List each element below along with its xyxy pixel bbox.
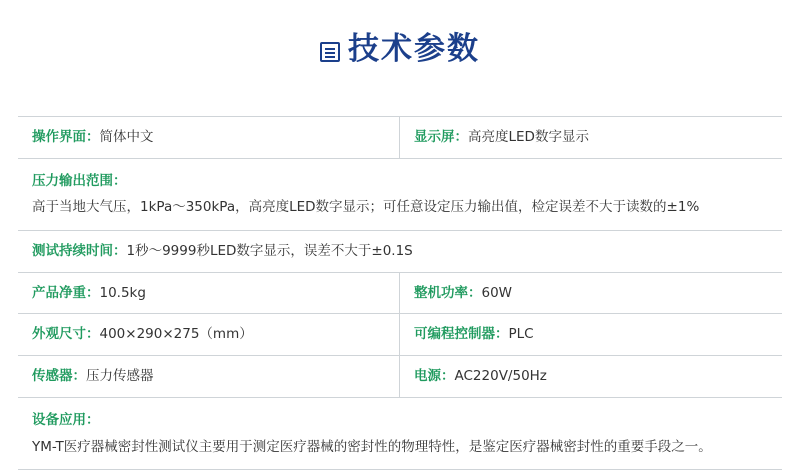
page-title-text: 技术参数: [348, 31, 480, 67]
spec-label: 显示屏：: [414, 129, 468, 145]
spec-label: 电源：: [414, 368, 455, 385]
spec-cell: [18, 398, 782, 469]
spec-cell: [18, 231, 782, 272]
spec-value: 10.5kg: [99, 284, 146, 301]
spec-label: 可编程控制器：: [414, 326, 509, 343]
table-row: [18, 231, 782, 273]
spec-cell: [400, 314, 782, 355]
spec-value: 1秒～9999秒LED数字显示，误差不大于±0.1S: [126, 242, 413, 259]
table-row: [18, 356, 782, 398]
spec-value: 高于当地大气压，1kPa～350kPa，高亮度LED数字显示；可任意设定压力输出值，检定误差不大于读数的±1%: [32, 199, 700, 216]
spec-label: 操作界面：: [32, 129, 100, 145]
spec-table: [18, 116, 782, 470]
spec-value: 简体中文: [99, 129, 154, 145]
spec-cell: [18, 273, 400, 314]
spec-value: 压力传感器: [86, 368, 154, 385]
spec-label: 整机功率：: [414, 284, 482, 301]
spec-cell: [18, 314, 400, 355]
spec-cell: [400, 273, 782, 314]
page-title: [0, 0, 800, 73]
table-row: [18, 398, 782, 470]
spec-label: 传感器：: [32, 368, 86, 385]
spec-cell: [18, 356, 400, 397]
spec-value: 高亮度LED数字显示: [468, 129, 589, 145]
spec-cell: [400, 356, 782, 397]
list-document-icon: [320, 42, 340, 62]
table-row: [18, 117, 782, 159]
spec-value: AC220V/50Hz: [454, 368, 547, 385]
spec-label: 产品净重：: [32, 284, 100, 301]
table-row: [18, 273, 782, 315]
spec-value: YM-T医疗器械密封性测试仪主要用于测定医疗器械的密封性的物理特性，是鉴定医疗器械密封性的重要手段之一。: [32, 438, 712, 455]
spec-cell: [18, 159, 782, 230]
spec-value: PLC: [508, 326, 534, 343]
spec-label: 压力输出范围：: [32, 172, 127, 189]
spec-value: 60W: [481, 284, 513, 301]
spec-cell: [400, 117, 782, 158]
spec-label: 设备应用：: [32, 412, 100, 429]
spec-label: 外观尺寸：: [32, 326, 100, 343]
spec-value: 400×290×275（mm）: [99, 326, 253, 343]
table-row: [18, 159, 782, 231]
spec-label: 测试持续时间：: [32, 242, 127, 259]
table-row: [18, 314, 782, 356]
spec-cell: [18, 117, 400, 158]
